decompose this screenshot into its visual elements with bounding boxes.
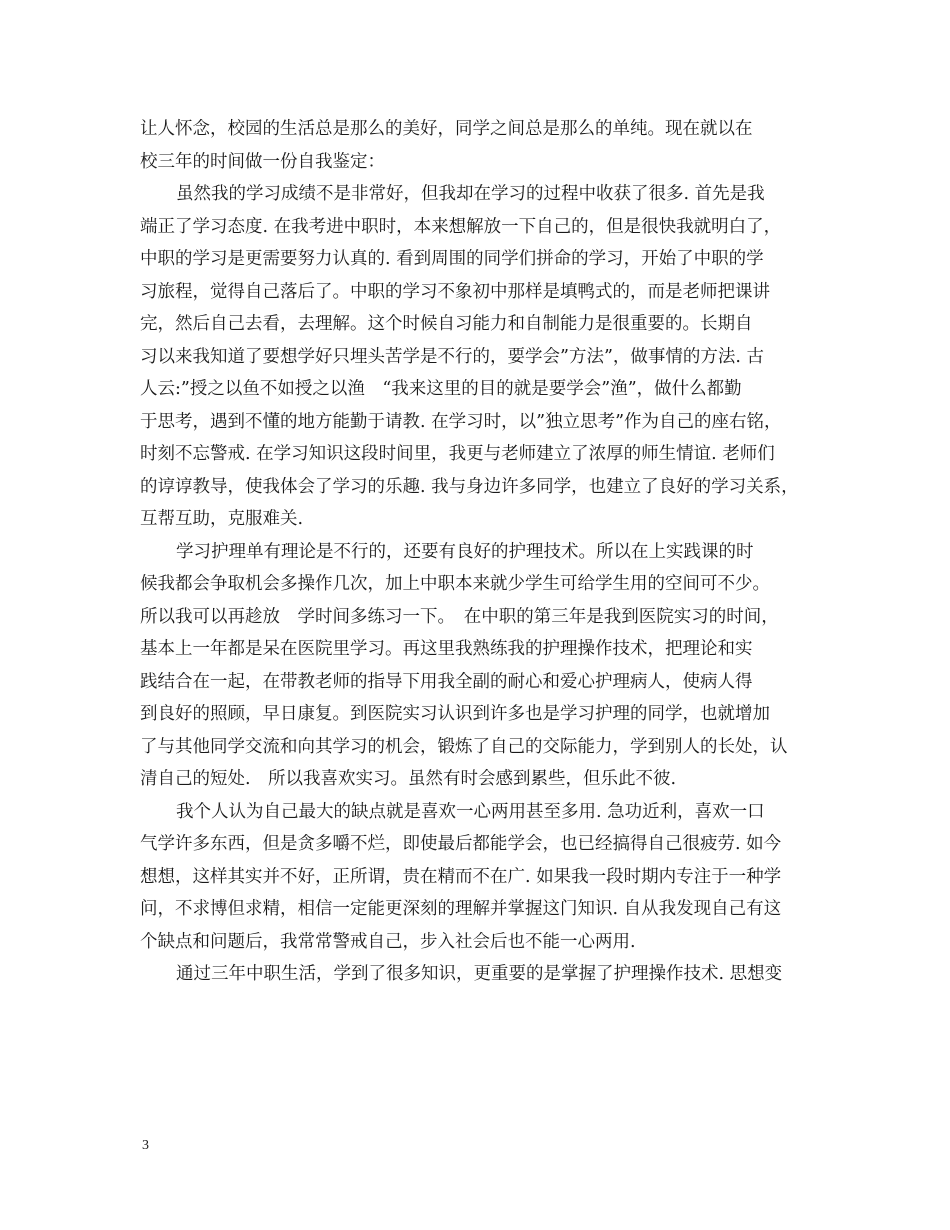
- text-line: 了与其他同学交流和向其学习的机会，锻炼了自己的交际能力，学到别人的长处，认: [140, 736, 788, 757]
- text-line: 人云:”授之以鱼不如授之以渔 “我来这里的目的就是要学会”渔”，做什么都勤: [140, 379, 742, 399]
- text-line: 基本上一年都是呆在医院里学习。再这里我熟练我的护理操作技术，把理论和实: [140, 639, 753, 659]
- text-line: 候我都会争取机会多操作几次，加上中职本来就少学生可给学生用的空间可不少。: [140, 574, 770, 594]
- text-line: 通过三年中职生活，学到了很多知识，更重要的是掌握了护理操作技术. 思想变: [176, 964, 783, 984]
- text-line: 习以来我知道了要想学好只埋头苦学是不行的，要学会”方法”，做事情的方法. 古: [140, 346, 765, 367]
- text-line: 想想，这样其实并不好，正所谓，贵在精而不在广. 如果我一段时期内专注于一种学: [140, 866, 782, 887]
- text-line: 习旅程，觉得自己落后了。中职的学习不象初中那样是填鸭式的，而是老师把课讲: [140, 281, 770, 302]
- text-line: 清自己的短处. 所以我喜欢实习。虽然有时会感到累些，但乐此不彼.: [140, 769, 677, 789]
- text-line: 到良好的照顾，早日康复。到医院实习认识到许多也是学习护理的同学，也就增加: [140, 704, 770, 724]
- page-number: 3: [142, 1138, 149, 1153]
- text-line: 时刻不忘警戒. 在学习知识这段时间里，我更与老师建立了浓厚的师生情谊. 老师们: [140, 444, 775, 464]
- text-line: 完，然后自己去看，去理解。这个时候自习能力和自制能力是很重要的。长期自: [140, 314, 753, 334]
- text-line: 中职的学习是更需要努力认真的. 看到周围的同学们拼命的学习，开始了中职的学: [140, 249, 764, 269]
- text-line: 所以我可以再趁放 学时间多练习一下。 在中职的第三年是我到医院实习的时间，: [140, 606, 779, 627]
- text-line: 我个人认为自己最大的缺点就是喜欢一心两用甚至多用. 急功近利，喜欢一口: [176, 801, 765, 822]
- text-line: 气学许多东西，但是贪多嚼不烂，即使最后都能学会，也已经搞得自己很疲劳. 如今: [140, 834, 782, 854]
- text-line: 问，不求博但求精，相信一定能更深刻的理解并掌握这门知识. 自从我发现自己有这: [140, 899, 782, 919]
- text-line: 让人怀念，校园的生活总是那么的美好，同学之间总是那么的单纯。现在就以在: [140, 119, 753, 139]
- text-line: 的谆谆教导，使我体会了学习的乐趣. 我与身边许多同学，也建立了良好的学习关系，: [140, 476, 799, 497]
- text-line: 于思考，遇到不懂的地方能勤于请教. 在学习时，以”独立思考”作为自己的座右铭，: [140, 411, 782, 432]
- text-line: 学习护理单有理论是不行的，还要有良好的护理技术。所以在上实践课的时: [176, 541, 754, 562]
- text-line: 端正了学习态度. 在我考进中职时，本来想解放一下自己的，但是很快我就明白了，: [140, 216, 782, 237]
- body-text: [140, 113, 820, 991]
- text-line: 践结合在一起，在带教老师的指导下用我全副的耐心和爱心护理病人，使病人得: [140, 671, 753, 692]
- text-line: 校三年的时间做一份自我鉴定：: [140, 151, 385, 172]
- text-line: 互帮互助，克服难关.: [140, 509, 304, 529]
- text-line: 个缺点和问题后，我常常警戒自己，步入社会后也不能一心两用.: [140, 931, 636, 952]
- text-line: 虽然我的学习成绩不是非常好，但我却在学习的过程中收获了很多. 首先是我: [176, 184, 765, 204]
